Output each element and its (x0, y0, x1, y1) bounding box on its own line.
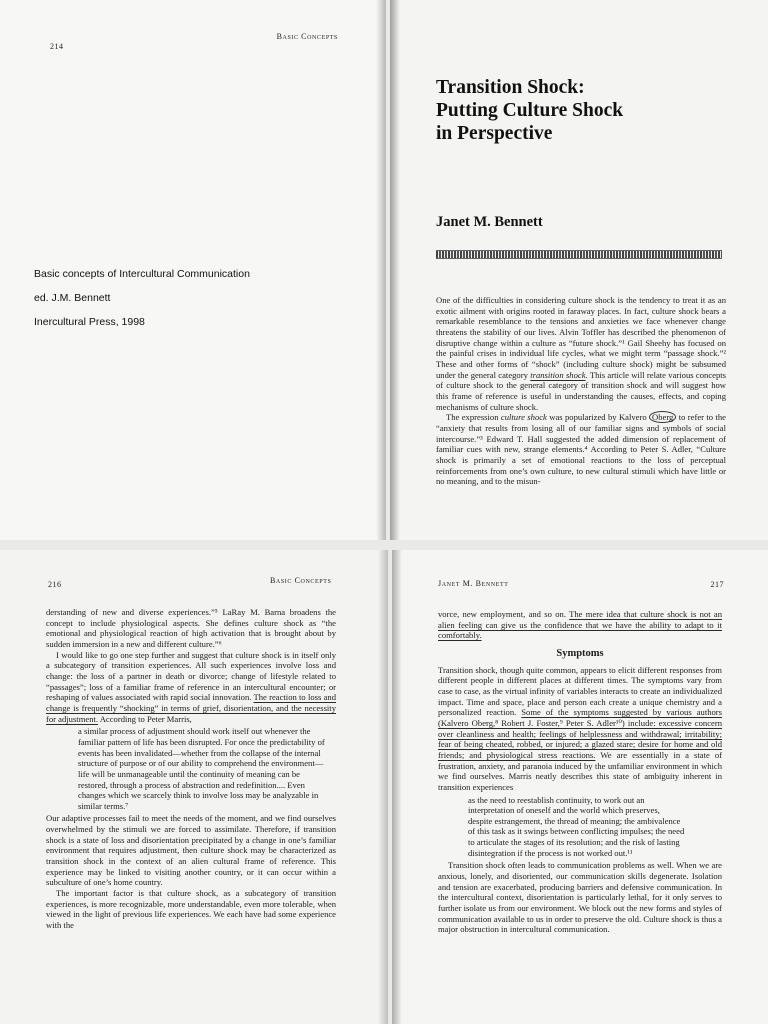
citation-book: Basic concepts of Intercultural Communication (34, 268, 250, 280)
underlined-passage: Some of the symptoms suggested by various authors (Kalvero Oberg,⁸ Robert J. Foster,⁹ Peter S. Adler¹⁰) include: excessive concern over cleanliness and health; feelings of helplessness and withdrawal; irritability; fear of being cheated, robbed, or injured; a glazed stare; desire for home and old friends; and physiological stress reactions. (438, 707, 723, 760)
underlined-term: transition shock (530, 369, 586, 380)
title-line: Putting Culture Shock (436, 100, 624, 121)
citation-publisher: Inercultural Press, 1998 (34, 316, 145, 328)
gutter-shadow (390, 0, 400, 540)
author-name: Janet M. Bennett (436, 214, 543, 230)
section-heading: Symptoms (556, 647, 604, 659)
underlined-passage: The reaction to loss and change is frequently “shocking” in terms of grief, disorientation, and the necessity for adjustment. (46, 692, 336, 724)
page-number: 214 (50, 42, 64, 51)
gutter-shadow (376, 0, 386, 540)
page-217 (392, 550, 768, 1024)
block-quote: a similar process of adjustment should work itself out whenever the familiar pattern of life has been disrupted. For once the predictability of events has been invalidated—whether from the collapse of the internal structure of purpose or of our ability to comprehend the environment—life will be unmanageable until the continuity of meaning can be restored, through a process of abstraction and redefinition.... Even changes which we scarcely think to involve loss may be analyzable in similar terms.⁷ (78, 726, 325, 811)
decorative-rule (436, 250, 722, 259)
running-head: Janet M. Bennett (438, 579, 509, 588)
paragraph: One of the difficulties in considering culture shock is the tendency to treat it as an exotic ailment with origins rooted in faraway places. In fact, culture shock bears a remarkable resemblance to the tensions and anxieties we face whenever change threatens the stability of our lives. Alvin Toffler has described the phenomenon of disruptive change within a culture as “future shock.”¹ Gail Sheehy has focused on the painful crises in individual life cycles, what we might term “passage shock.”² These and other forms of “shock” (including culture shock) might be subsumed under the general category transition shock. This article will relate various concepts of culture shock to the general category of transition shock and will suggest how this frame of reference is useful in understanding the causes, effects, and coping mechanisms of culture shock. (436, 295, 726, 412)
page-216 (0, 550, 388, 1024)
running-head: Basic Concepts (270, 576, 332, 585)
running-head: Basic Concepts (276, 32, 338, 41)
page-number: 217 (710, 580, 724, 589)
paragraph: I would like to go one step further and suggest that culture shock is in itself only a subcategory of transition experiences. All such experiences involve loss and change: the loss of a partner in death or divorce; change of lifestyle related to “passages”; loss of a familiar frame of reference in an intercultural encounter; or reshaping of values associated with rapid social innovation. The reaction to loss and change is frequently “shocking” in terms of grief, disorientation, and the necessity for adjustment. According to Peter Marris, (46, 649, 336, 724)
page-number: 216 (48, 580, 62, 589)
paragraph: Transition shock, though quite common, appears to elicit different responses from different people in different places at different times. The symptoms vary from case to case, as the virtual infinity of variables interacts to create an individualized impact. Time and space, place and person each create a unique chemistry and a personalized reaction. Some of the symptoms suggested by various authors (Kalvero Oberg,⁸ Robert J. Foster,⁹ Peter S. Adler¹⁰) include: excessive concern over cleanliness and health; feelings of helplessness and withdrawal; irritability; fear of being cheated, robbed, or injured; a glazed stare; desire for home and old friends; and physiological stress reactions. We are essentially in a state of frustration, anxiety, and paranoia induced by the unfamiliar environment in which we find ourselves. Marris neatly describes this state of ambiguity inherent in transition experiences (438, 664, 723, 792)
gutter-shadow (392, 550, 402, 1024)
title-line: in Perspective (436, 123, 553, 144)
paragraph: The important factor is that culture shock, as a subcategory of transition experiences, is more recognizable, more understandable, even more tolerable, when viewed in the light of previous life experiences. We each have had some experience with the (46, 888, 336, 931)
underlined-passage: The mere idea that culture shock is not an alien feeling can give us the confidence that we have the ability to adapt to it comfortably. (438, 609, 723, 641)
title-line: Transition Shock: (436, 77, 585, 98)
paragraph: vorce, new employment, and so on. The mere idea that culture shock is not an alien feeling can give us the confidence that we have the ability to adapt to it comfortably. (438, 609, 723, 641)
page-214 (0, 0, 386, 540)
body-text (438, 609, 722, 935)
page-215 (390, 0, 768, 540)
gutter-shadow (378, 550, 388, 1024)
paragraph: The expression culture shock was popularized by Kalvero Oberg to refer to the “anxiety that results from losing all of our familiar signs and symbols of social intercourse.”³ Edward T. Hall suggested the added dimension of replacement of familiar cues with new, strange elements.⁴ According to Peter S. Adler, “Culture shock is primarily a set of emotional reactions to the loss of perceptual reinforcements from one’s own culture, to new cultural stimuli which have little or no meaning, and to the misun- (436, 412, 726, 487)
block-quote: as the need to reestablish continuity, to work out an interpretation of oneself and the world which preserves, despite estrangement, the thread of meaning; the ambivalence of this task as it swings between conflicting impulses; the need to articulate the stages of its resolution; and the risk of lasting disintegration if the process is not worked out.¹¹ (468, 794, 685, 858)
body-text (46, 607, 336, 931)
body-text (436, 295, 726, 487)
paragraph: derstanding of new and diverse experiences.”⁵ LaRay M. Barna broadens the concept to include physiological aspects. She defines culture shock as “the emotional and physiological reaction of high activation that is brought about by sudden immersion in a new and different culture.”⁶ (46, 607, 336, 649)
paragraph: Our adaptive processes fail to meet the needs of the moment, and we find ourselves overwhelmed by the stimuli we are forced to assimilate. Therefore, if transition shock is a state of loss and disorientation precipitated by a change in one’s familiar environment that requires adjustment, then culture shock may be characterized as transition shock in the context of an alien cultural frame of reference. This experience may be linked to visiting another country, or it can occur within a subculture of one’s home country. (46, 813, 336, 888)
article-title (436, 76, 756, 145)
citation-editor: ed. J.M. Bennett (34, 292, 111, 304)
paragraph: Transition shock often leads to communication problems as well. When we are anxious, lonely, and disoriented, our communication skills degenerate. Isolation and tension are exacerbated, producing barriers and defensive communication. In the intercultural context, disorientation is particularly lethal, for it only serves to further isolate us from our environment. We block out the new forms and styles of communication available to us in order to preserve the old. Culture shock is thus a major obstruction in intercultural communication. (438, 860, 722, 935)
circled-name: Oberg (649, 411, 676, 423)
